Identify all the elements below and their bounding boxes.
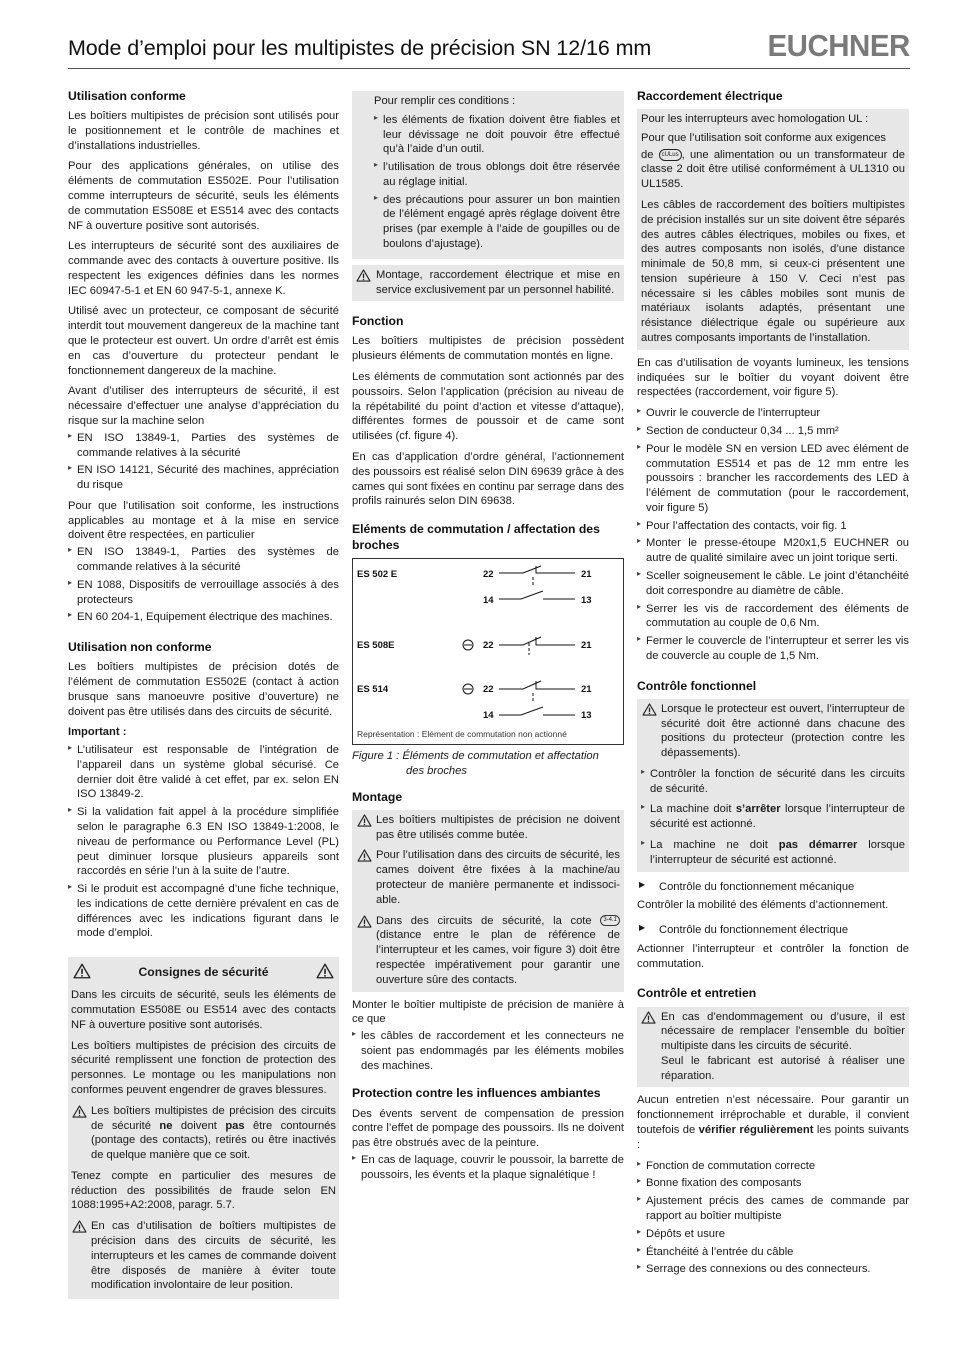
dimension-badge: 3-4.1 — [600, 915, 620, 926]
paragraph: Des évents servent de compensation de pression contre l’effet de pompage des poussoirs. Ils ne doivent pas être obstrués avec de la peinture. — [352, 1107, 624, 1150]
safety-instructions-box — [68, 957, 339, 1299]
paragraph: Tenez compte en particulier des mesures de réduction des possibilités de fraude selon EN 1088:1995+A2:2008, paragr. 5.7. — [71, 1169, 336, 1212]
fig-pin: 21 — [581, 569, 592, 581]
ul-box — [637, 109, 909, 350]
text: Les boîtiers multipistes de précision des circuits de sécurité — [91, 1104, 336, 1132]
safety-header — [71, 962, 336, 984]
list-item: ▸ EN 1088, Dispositifs de verrouillage associés à des protecteurs — [68, 578, 339, 608]
fig-pin: 13 — [581, 710, 592, 722]
warning-note — [356, 813, 620, 843]
text: La machine doit — [650, 803, 736, 816]
list-item: ▸ EN ISO 14121, Sécurité des machines, appréciation du risque — [68, 463, 339, 493]
paragraph: Utilisé avec un protecteur, ce composant de sécurité interdit tout mouvement dangereux de la machine tant que le protecteur est ouvert. Un ordre d’arrêt est émis en cas d’ouverture du protecteur pendant le fonctionnement dangereux de la machine. — [68, 305, 339, 377]
paragraph: Pour les interrupteurs avec homologation UL : — [641, 113, 869, 126]
list-item: ▸ les câbles de raccordement et les connecteurs ne soient pas endommagés par les éléments mobiles des machines. — [352, 1029, 624, 1073]
list-item: ▸ Section de conducteur 0,34 ... 1,5 mm² — [637, 424, 909, 439]
paragraph: Actionner l’interrupteur et contrôler la fonction de commutation. — [637, 942, 909, 970]
paragraph: Les éléments de commutation sont actionnés par des poussoirs. Selon l’application (précision au niveau de la répétabilité du point d’action et vitesse d’attaque), différentes formes de poussoir et de came sont utilisées (cf. figure 4). — [352, 371, 624, 443]
list-item: ▸ Contrôler la fonction de sécurité dans les circuits de sécurité. — [641, 767, 905, 797]
paragraph: Les interrupteurs de sécurité sont des auxiliaires de commande avec des contacts à ouverture positive. Ils respectent les exigences définies dans les normes IEC 60947-5-1 et EN 60 947-5-1, annexe K. — [68, 240, 339, 297]
paragraph: En cas d’application d’ordre général, l’actionnement des poussoirs est réalisé selon DIN 69639 grâce à des cames qui sont fixées en continu par serrage dans des profils rainurés selon DIN 69638. — [352, 450, 624, 508]
list-item: ▸ Bonne fixation des composants — [637, 1176, 909, 1191]
text: Seul le fabricant est autorisé à réaliser une réparation. — [661, 1054, 905, 1082]
functional-check-box — [637, 699, 909, 872]
paragraph: Les boîtiers multipistes de précision des circuits de sécurité remplissent une fonction de protection des personnes. Le montage ou les manipulations non conformes peuvent engendrer de graves blessures. — [71, 1039, 336, 1096]
fig-note: Représentation : Elément de commutation non actionné — [357, 729, 567, 740]
warning-note — [71, 1219, 336, 1293]
list-item: ▸ Ajustement précis des cames de commande par rapport au boîtier multipiste — [637, 1194, 909, 1224]
text: En cas d’endommagement ou d’usure, il est nécessaire de remplacer l’ensemble du boîtier multipiste dans les circuits de sécurité. — [661, 1010, 905, 1053]
text: Aucun entretien n’est nécessaire. Pour garantir un fonctionnement irréprochable et durable, il convient toutefois de — [637, 1094, 909, 1137]
warning-icon — [642, 703, 657, 716]
fig-pin: 22 — [483, 569, 494, 581]
warning-icon — [356, 269, 371, 282]
list-item — [641, 838, 905, 868]
paragraph: Dans les circuits de sécurité, seuls les éléments de commutation ES508E ou ES514 avec des contacts NF à ouverture positive sont autorisés. — [71, 989, 336, 1031]
list-item: ▸ Fermer le couvercle de l’interrupteur et serrer les vis de couvercle au couple de 1,5 Nm. — [637, 634, 909, 664]
paragraph: Monter le boîtier multipiste de précision de manière à ce que — [352, 998, 624, 1026]
list-item: ▸ L’utilisateur est responsable de l’intégration de l’appareil dans un système global sécurisé. Ce dernier doit être validé à cet effet, par ex. selon EN ISO 13849-2. — [68, 743, 339, 802]
paragraph: En cas d’utilisation de voyants lumineux, les tensions indiquées sur le boîtier du voyant doivent être respectées (raccordement, voir figure 5). — [637, 356, 909, 399]
list-item: ▸ EN ISO 13849-1, Parties des systèmes de commande relatives à la sécurité — [68, 431, 339, 461]
paragraph: Les boîtiers multipistes de précision possèdent plusieurs éléments de commutation montés en ligne. — [352, 335, 624, 363]
warning-icon — [641, 1011, 656, 1024]
fig-pin: 21 — [581, 640, 592, 652]
bullet-list — [641, 767, 905, 868]
warning-icon — [316, 963, 334, 979]
page-header — [68, 28, 910, 69]
text: En cas d’utilisation de boîtiers multipistes de précision dans des circuits de sécurité, les interrupteurs et les cames de commande doivent être disposés de manière à éviter toute modification involontaire de leur position. — [91, 1220, 336, 1292]
fig-pin: 14 — [483, 710, 494, 722]
text-bold: pas — [225, 1119, 245, 1132]
text: lorsque l’interrupteur de sécurité est actionné. — [650, 803, 905, 831]
paragraph: Pour remplir ces conditions : — [374, 95, 516, 107]
figure-switching-elements — [352, 558, 624, 745]
list-item: ▸ En cas de laquage, couvrir le poussoir, la barrette de poussoirs, les évents et la plaque signalétique ! — [352, 1153, 624, 1183]
fig-label-es508e: ES 508E — [357, 640, 395, 652]
mechanical-check-heading: ▶ Contrôle du fonctionnement mécanique — [637, 880, 909, 895]
text-bold: pas démarrer — [778, 839, 858, 851]
text: La machine ne doit — [650, 839, 779, 851]
list-item: ▸ Pour l’affectation des contacts, voir fig. 1 — [637, 519, 909, 534]
safety-title: Consignes de sécurité — [138, 965, 269, 980]
bullet-list — [352, 1029, 624, 1073]
bullet-list — [68, 545, 339, 625]
paragraph — [641, 148, 905, 192]
text: doivent — [172, 1119, 226, 1132]
paragraph: Pour que l’utilisation soit conforme, les instructions applicables au montage et à la mise en service doivent être respectées, en particulier — [68, 499, 339, 542]
text: Dans des circuits de sécurité, la cote — [376, 914, 601, 927]
section-title-elements: Eléments de commutation / affectation des broches — [352, 522, 600, 553]
section-title-controle-fonctionnel: Contrôle fonctionnel — [637, 678, 757, 693]
page-title: Mode d’emploi pour les multipistes de précision SN 12/16 mm — [68, 36, 652, 60]
text: Pour l’utilisation dans des circuits de sécurité, les cames doivent être fixées à la machine/au protecteur de manière permanente et indissoci-able. — [376, 849, 620, 906]
list-item: ▸ Sceller soigneusement le câble. Le joint d’étanchéité doit correspondre au diamètre de câble. — [637, 569, 909, 599]
section-title-montage: Montage — [352, 789, 403, 804]
text-bold: s’arrêter — [735, 803, 781, 816]
warning-note — [637, 1007, 909, 1088]
list-item: ▸ Étanchéité à l’entrée du câble — [637, 1245, 909, 1260]
section-title-fonction: Fonction — [352, 314, 404, 329]
bullet-list — [637, 406, 909, 664]
fig-pin: 21 — [581, 684, 592, 696]
fig-label-es514: ES 514 — [357, 684, 389, 696]
warning-note — [71, 1104, 336, 1163]
bullet-list — [637, 1159, 909, 1277]
list-item: ▸ EN 60 204-1, Equipement électrique des machines. — [68, 610, 339, 625]
list-item: ▸ EN ISO 13849-1, Parties des systèmes de commande relatives à la sécurité — [68, 545, 339, 575]
fig-pin: 22 — [483, 684, 494, 696]
list-item: ▸ des précautions pour assurer un bon maintien de l’élément engagé après réglage doivent être prises (par exemple à l’aide de goupilles ou de boulons d’ajustage). — [374, 193, 620, 252]
electrical-check-heading: ▶ Contrôle du fonctionnement électrique — [637, 923, 909, 938]
section-title-utilisation-conforme: Utilisation conforme — [68, 89, 186, 103]
list-item: ▸ Serrer les vis de raccordement des éléments de commutation au couple de 0,6 Nm. — [637, 602, 909, 632]
fig-pin: 13 — [581, 595, 592, 607]
list-item: ▸ Dépôts et usure — [637, 1227, 909, 1242]
bullet-list — [374, 113, 620, 252]
text: Les boîtiers multipistes de précision ne doivent pas être utilisés comme butée. — [376, 813, 620, 841]
paragraph: Avant d’utiliser des interrupteurs de sécurité, il est nécessaire d’effectuer une analyse d’appréciation du risque sur la machine selon — [68, 385, 339, 427]
paragraph: Contrôler la mobilité des éléments d’actionnement. — [637, 899, 889, 912]
paragraph — [637, 1093, 909, 1152]
warning-note — [356, 848, 620, 907]
list-item — [641, 802, 905, 832]
section-title-raccordement: Raccordement électrique — [637, 89, 783, 103]
list-item: ▸ Serrage des connexions ou des connecteurs. — [637, 1262, 909, 1277]
bullet-list — [68, 743, 339, 941]
text: les points suivants : — [637, 1124, 909, 1151]
text: des broches — [406, 765, 467, 778]
figure-caption — [352, 749, 624, 779]
section-title-entretien: Contrôle et entretien — [637, 986, 757, 1001]
conditions-box — [352, 91, 624, 259]
text: de — [641, 148, 659, 161]
paragraph: Les boîtiers multipistes de précision sont utilisés pour le positionnement et le contrôle de machines et d’installations industrielles. — [68, 110, 339, 152]
list-item: ▸ Fonction de commutation correcte — [637, 1159, 909, 1174]
list-item: ▸ Monter le presse-étoupe M20x1,5 EUCHNER ou autre de qualité similaire avec un joint torique serti. — [637, 536, 909, 566]
text: (distance entre le plan de référence de l’interrupteur et les cames, voir figure 3) doit être respectée impérativement pour garantir une ouverture sûre des contacts. — [376, 929, 620, 986]
fig-pin: 22 — [483, 640, 494, 652]
warning-icon — [357, 814, 372, 827]
warning-note — [641, 702, 905, 761]
bullet-list — [68, 431, 339, 493]
list-item: ▸ l’utilisation de trous oblongs doit être réservée au réglage initial. — [374, 160, 620, 190]
text-bold: ne — [159, 1119, 173, 1132]
text: lorsque l’interrupteur de sécurité est actionné. — [650, 839, 905, 866]
warning-icon — [357, 915, 372, 928]
paragraph: Les boîtiers multipistes de précision dotés de l’élément de commutation ES502E (contact à action brusque sans manoeuvre positive d’ouverture) ne doivent pas être utilisés dans des circuits de sécurité. — [68, 661, 339, 718]
section-title-protection: Protection contre les influences ambiantes — [352, 1086, 601, 1101]
montage-warnings — [352, 810, 624, 992]
list-item: ▸ les éléments de fixation doivent être fiables et leur dévissage ne doit pouvoir être effectué qu’à l’aide d’un outil. — [374, 113, 620, 157]
list-item: ▸ Ouvrir le couvercle de l’interrupteur — [637, 406, 909, 421]
fig-pin: 14 — [483, 595, 494, 607]
contact-symbols — [463, 566, 575, 715]
warning-note — [352, 265, 624, 302]
warning-note — [356, 914, 620, 988]
list-item: ▸ Si le produit est accompagné d’une fiche technique, les indications de cette dernière prévalent en cas de différences avec les indications figurant dans le mode d’emploi. — [68, 882, 339, 941]
text: être contournés (pontage des contacts), retirés ou être inactivés de quelque manière que ce soit. — [91, 1119, 336, 1162]
column-1 — [68, 88, 339, 1299]
warning-icon — [72, 1220, 87, 1233]
text: , une alimentation ou un transformateur de classe 2 doit être utilisé conformément à UL1310 ou UL1585. — [641, 148, 905, 191]
paragraph: Pour des applications générales, on utilise des éléments de commutation ES502E. Pour l’utilisation comme interrupteurs de sécurité, seuls les éléments de commutation ES508E et ES514 avec des contacts NF à ouverture positive sont autorisés. — [68, 160, 339, 232]
list-item: ▸ Pour le modèle SN en version LED avec élément de commutation ES514 et pas de 12 mm entre les poussoirs : brancher les raccordements des LED à l’élément de commutation (pour le raccordement, voir figure 5) — [637, 442, 909, 516]
text: Montage, raccordement électrique et mise en service exclusivement par un personnel habilité. — [376, 268, 620, 296]
list-item: ▸ Si la validation fait appel à la procédure simplifiée selon le paragraphe 6.3 EN ISO 13849-1:2008, le niveau de performance ou Performance Level (PL) peut diminuer lorsque plusieurs appareils sont raccordés en série l’un à la suite de l’autre. — [68, 805, 339, 879]
paragraph: Pour que l’utilisation soit conforme aux exigences — [641, 131, 887, 144]
paragraph: Les câbles de raccordement des boîtiers multipistes de précision installés sur un site doivent être séparés des autres câbles électriques, mobiles ou fixes, et des autres composants non isolés, d’une distance minimale de 50,8 mm, si ceux-ci présentent une tension supérieure à 150 V. Ceci n’est pas nécessaire si les câbles mobiles sont munis de matériaux isolants adaptés, présentant une résistance diélectrique égale ou supérieure aux autres composants importants de l’installation. — [641, 199, 905, 345]
text: Lorsque le protecteur est ouvert, l’interrupteur de sécurité doit être actionné dans chacune des positions du protecteur (protection contre les dépassements). — [661, 702, 905, 760]
bullet-list — [352, 1153, 624, 1183]
text-bold: vérifier régulièrement — [698, 1124, 814, 1137]
warning-icon — [357, 849, 372, 862]
euchner-logo: EUCHNER — [767, 28, 910, 63]
fig-label-es502e: ES 502 E — [357, 569, 398, 581]
column-2 — [352, 91, 624, 1188]
text: Figure 1 : Éléments de commutation et affectation — [352, 750, 599, 763]
ul-certification-mark: cULus — [659, 149, 682, 161]
column-3 — [637, 88, 909, 1283]
warning-icon — [72, 1105, 87, 1118]
important-label: Important : — [68, 726, 127, 739]
section-title-utilisation-non-conforme: Utilisation non conforme — [68, 640, 212, 655]
